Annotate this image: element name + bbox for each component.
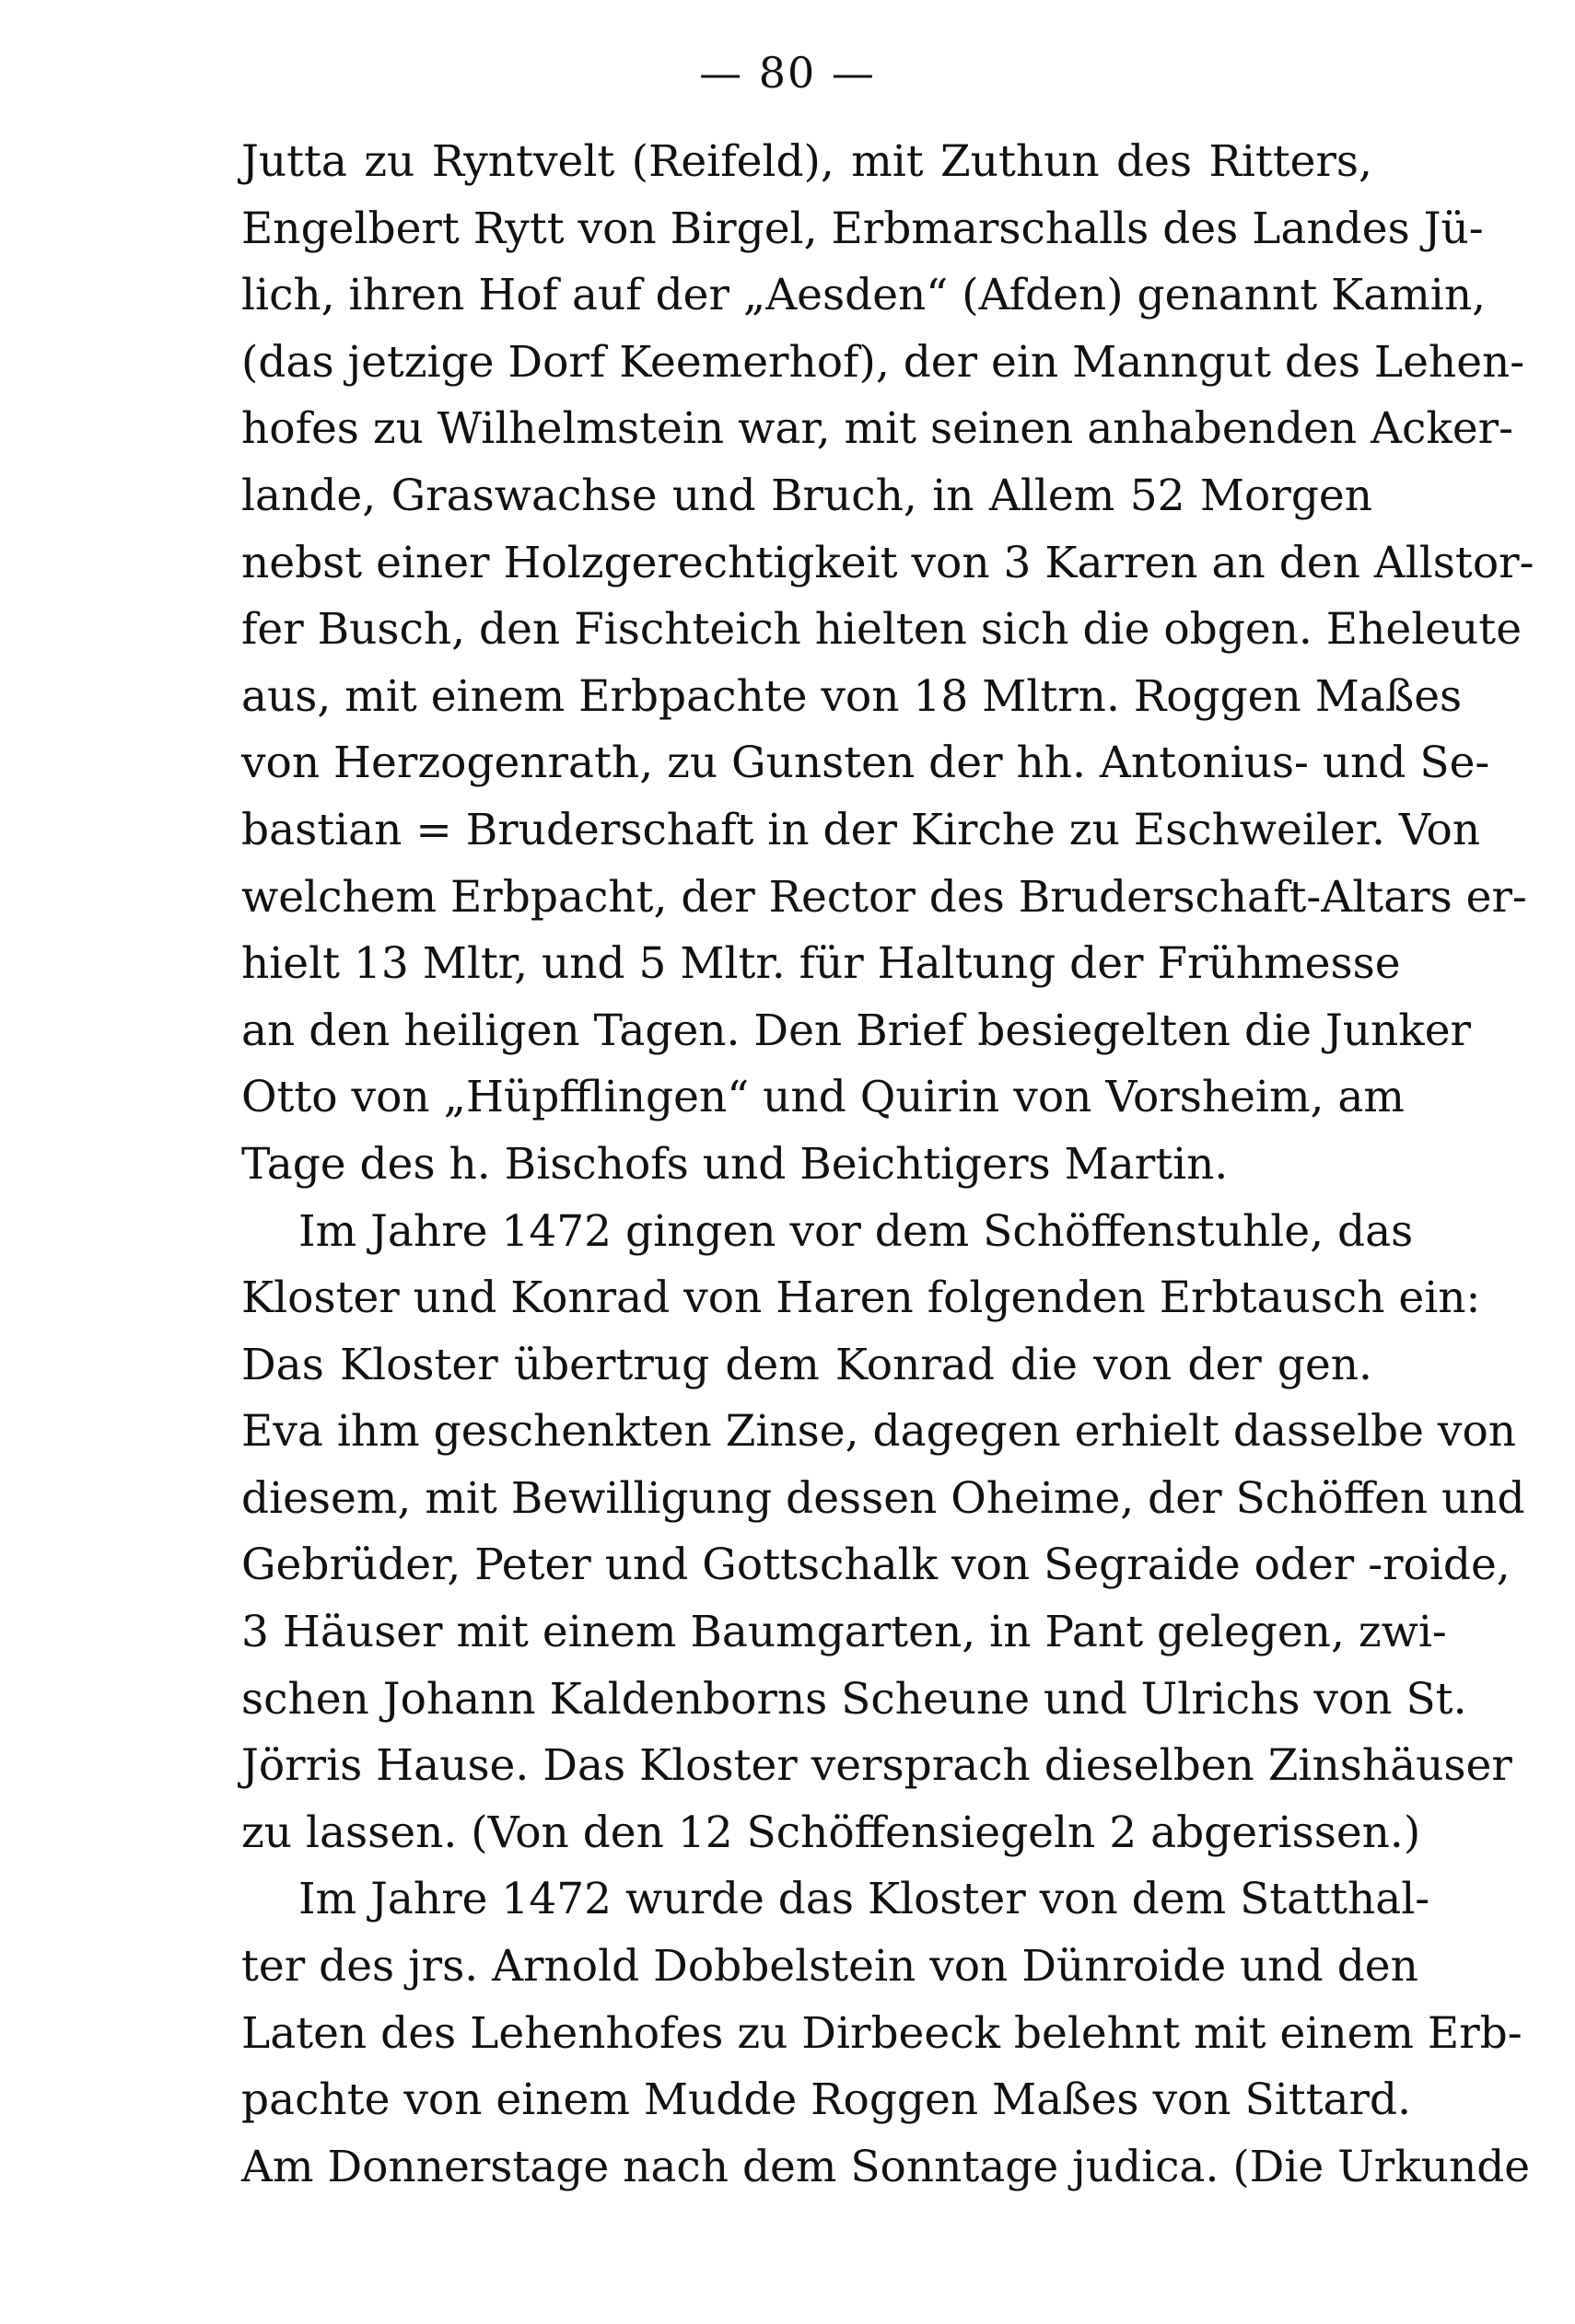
text-line: Eva ihm geschenkten Zinse, dagegen erhielt dasselbe von [241,1406,1517,1458]
text-line: von Herzogenrath, zu Gunsten der hh. Antonius- und Se- [241,738,1490,789]
text-line: Gebrüder, Peter und Gottschalk von Segraide oder -roide, [241,1540,1511,1591]
body-text [241,129,1534,2201]
text-line: welchem Erbpacht, der Rector des Bruderschaft-Altars er- [241,871,1527,923]
text-line: Im Jahre 1472 wurde das Kloster von dem Statthal- [298,1874,1430,1925]
text-line: schen Johann Kaldenborns Scheune und Ulrichs von St. [241,1673,1467,1725]
text-line: zu lassen. (Von den 12 Schöffensiegeln 2 abgerissen.) [241,1807,1421,1858]
text-line: Otto von „Hüpfflingen“ und Quirin von Vorsheim, am [241,1072,1405,1123]
text-line: Laten des Lehenhofes zu Dirbeeck belehnt mit einem Erb- [241,2007,1522,2059]
text-line: Im Jahre 1472 gingen vor dem Schöffenstuhle, das [298,1205,1414,1257]
page-number: — 80 — [699,48,876,98]
text-line: Engelbert Rytt von Birgel, Erbmarschalls des Landes Jü- [241,203,1484,254]
text-line: 3 Häuser mit einem Baumgarten, in Pant gelegen, zwi- [241,1607,1447,1658]
text-line: lich, ihren Hof auf der „Aesden“ (Afden) genannt Kamin, [241,270,1487,321]
text-line: hielt 13 Mltr, und 5 Mltr. für Haltung der Frühmesse [241,938,1401,990]
text-line: diesem, mit Bewilligung dessen Oheime, der Schöffen und [241,1472,1525,1524]
text-line: Jörris Hause. Das Kloster versprach dieselben Zinshäuser [241,1740,1512,1792]
text-line: aus, mit einem Erbpachte von 18 Mltrn. Roggen Maßes [241,670,1463,722]
text-line: ter des jrs. Arnold Dobbelstein von Dünroide und den [241,1941,1418,1993]
text-line: nebst einer Holzgerechtigkeit von 3 Karren an den Allstor- [241,537,1534,588]
text-line: Kloster und Konrad von Haren folgenden Erbtausch ein: [241,1272,1481,1324]
text-line: an den heiligen Tagen. Den Brief besiegelten die Junker [241,1005,1472,1056]
text-line: bastian = Bruderschaft in der Kirche zu Eschweiler. Von [241,804,1481,855]
text-line: pachte von einem Mudde Roggen Maßes von Sittard. [241,2074,1412,2126]
text-line: Das Kloster übertrug dem Konrad die von der gen. [241,1339,1372,1390]
text-line: fer Busch, den Fischteich hielten sich die obgen. Eheleute [241,604,1522,656]
text-line: lande, Graswachse und Bruch, in Allem 52 Morgen [241,470,1372,521]
text-line: (das jetzige Dorf Keemerhof), der ein Manngut des Lehen- [241,336,1525,388]
text-line: Tage des h. Bischofs und Beichtigers Martin. [241,1138,1229,1190]
text-line: hofes zu Wilhelmstein war, mit seinen anhabenden Acker- [241,403,1513,455]
text-line: Am Donnerstage nach dem Sonntage judica. (Die Urkunde [241,2141,1531,2192]
text-line: Jutta zu Ryntvelt (Reifeld), mit Zuthun des Ritters, [241,136,1372,187]
